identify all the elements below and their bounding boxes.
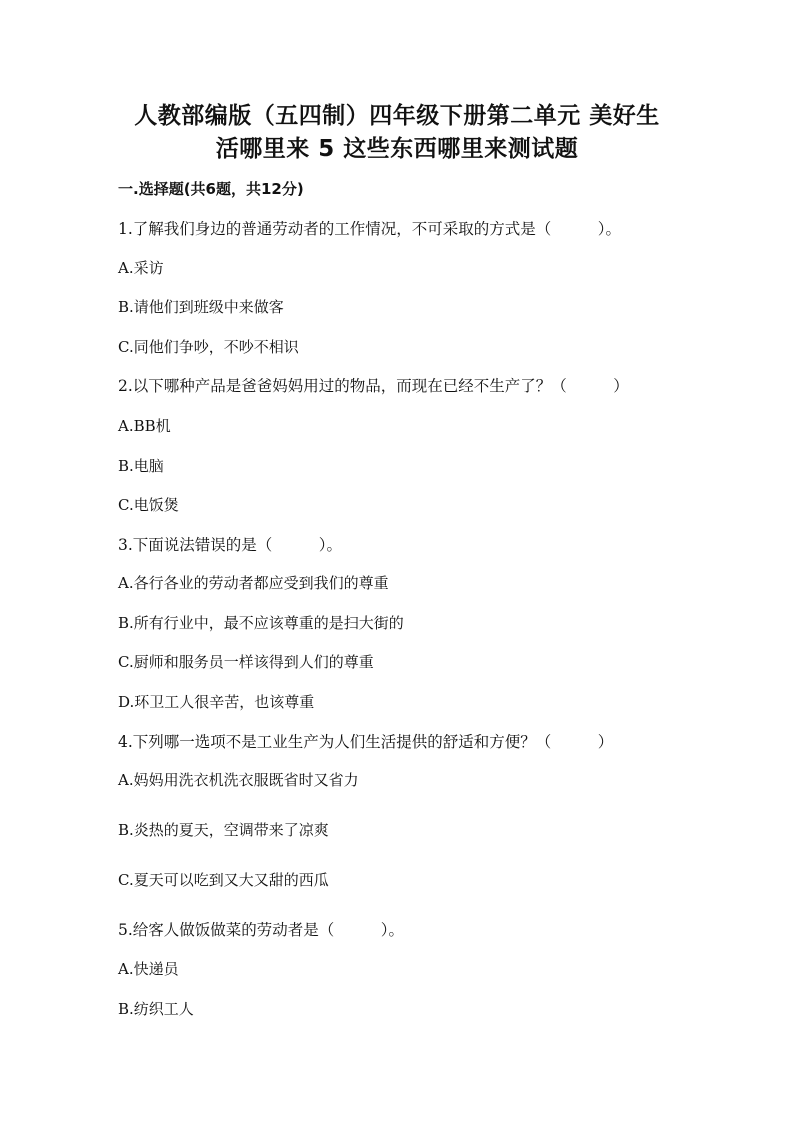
question-1-stem: 1.了解我们身边的普通劳动者的工作情况，不可采取的方式是（ ）。 [118,220,622,238]
question-2-option-a: A.BB机 [118,417,171,435]
question-3-option-b: B.所有行业中，最不应该尊重的是扫大街的 [118,614,404,632]
question-2-stem: 2.以下哪种产品是爸爸妈妈用过的物品，而现在已经不生产了？（ ） [118,377,629,395]
question-5-option-b: B.纺织工人 [118,1000,194,1018]
question-4-option-b: B.炎热的夏天，空调带来了凉爽 [118,821,329,839]
question-5-option-a: A.快递员 [118,960,179,978]
question-1-option-b: B.请他们到班级中来做客 [118,298,284,316]
document-title-line-2: 活哪里来 5 这些东西哪里来测试题 [215,136,579,162]
question-1-option-c: C.同他们争吵，不吵不相识 [118,338,299,356]
question-4-option-a: A.妈妈用洗衣机洗衣服既省时又省力 [118,771,359,789]
question-5-stem: 5.给客人做饭做菜的劳动者是（ ）。 [118,921,405,939]
question-3-option-a: A.各行各业的劳动者都应受到我们的尊重 [118,574,389,592]
question-3-option-d: D.环卫工人很辛苦，也该尊重 [118,693,315,711]
document-title-line-1: 人教部编版（五四制）四年级下册第二单元 美好生 [134,103,660,129]
question-4-stem: 4.下列哪一选项不是工业生产为人们生活提供的舒适和方便？（ ） [118,733,614,751]
question-1-option-a: A.采访 [118,259,164,277]
question-3-option-c: C.厨师和服务员一样该得到人们的尊重 [118,653,374,671]
question-2-option-c: C.电饭煲 [118,496,179,514]
question-2-option-b: B.电脑 [118,457,164,475]
section-heading: 一.选择题(共6题，共12分) [118,180,304,198]
question-4-option-c: C.夏天可以吃到又大又甜的西瓜 [118,871,329,889]
question-3-stem: 3.下面说法错误的是（ ）。 [118,536,343,554]
